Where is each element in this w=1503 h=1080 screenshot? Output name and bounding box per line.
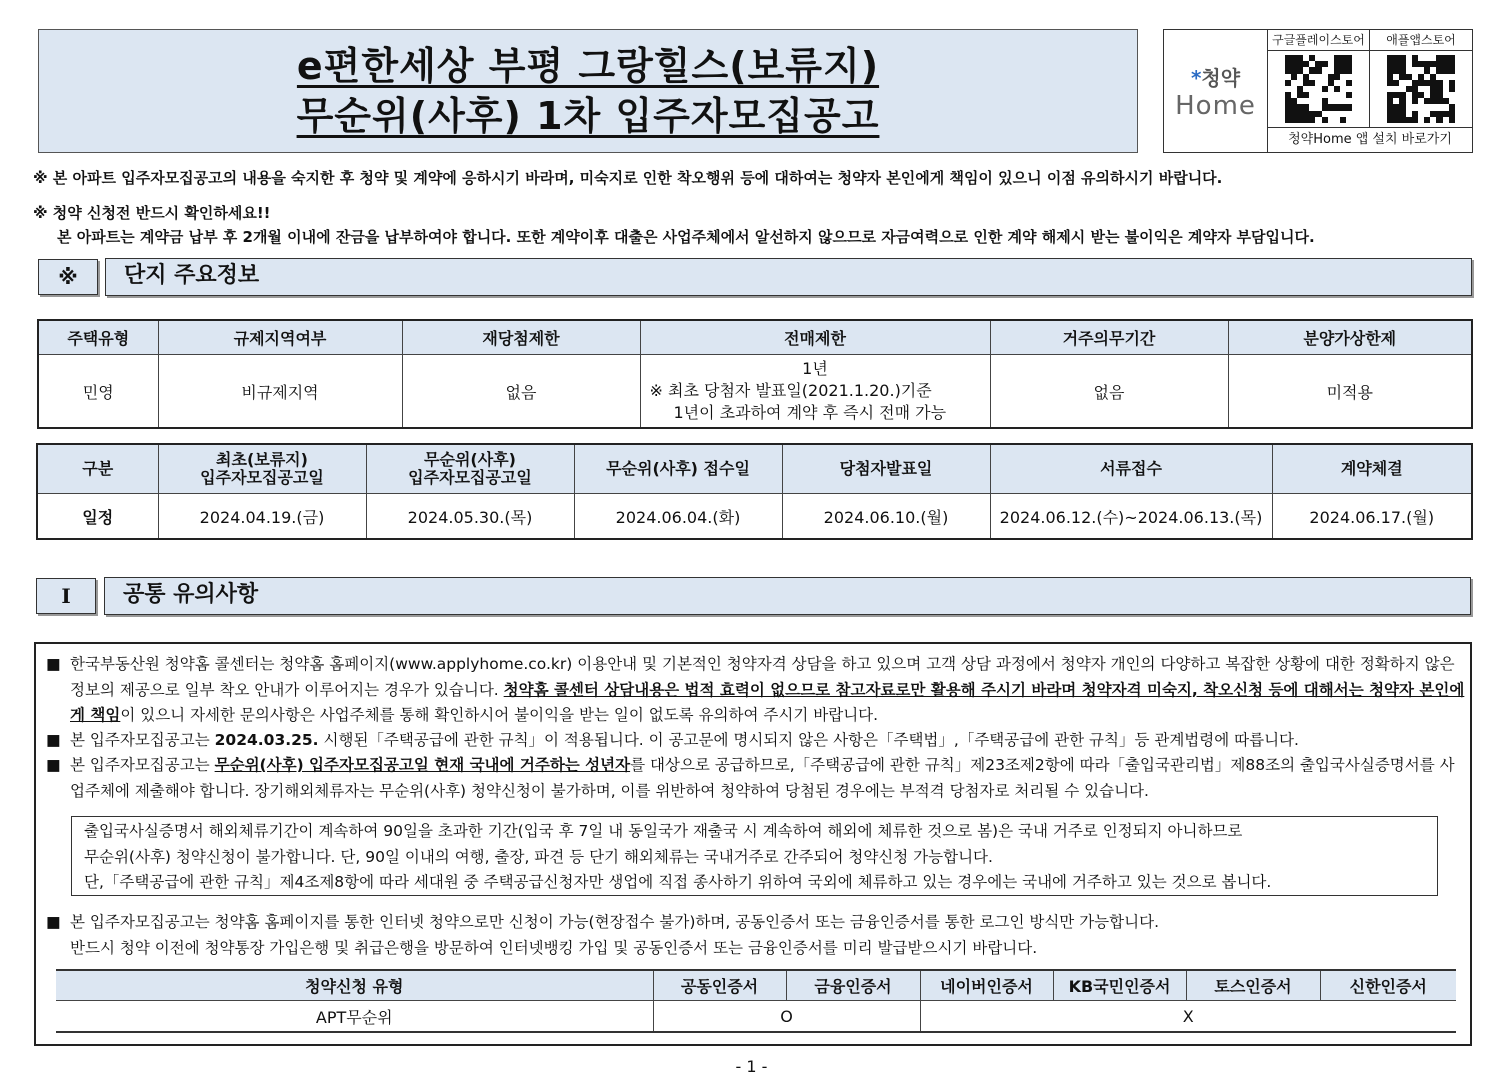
page-number: - 1 - xyxy=(735,1057,768,1076)
note-internet-only: ■ 본 입주자모집공고는 청약홈 홈페이지를 통한 인터넷 청약으로만 신청이 가능(현장접수 불가)하며, 공동인증서 또는 금융인증서를 통한 로그인 방식만 가능합니다. 반드시 청약 이전에 청약통장 가입은행 및 취급은행을 방문하여 인터넷뱅킹 가입 및 공동인증서 또는 금융인증서를 미리 발급받으시기 바랍니다. xyxy=(46,910,1466,961)
notice-title-box xyxy=(38,29,1138,153)
qr-code-icon xyxy=(1387,55,1455,123)
notice-title-line2: 무순위(사후) 1차 입주자모집공고 xyxy=(296,94,880,138)
qr-code-icon xyxy=(1285,55,1353,123)
section-title-complex-info: 단지 주요정보 xyxy=(105,258,1472,296)
notice-check-body: 본 아파트는 계약금 납부 후 2개월 이내에 잔금을 납부하여야 합니다. 또한 계약이후 대출은 사업주체에서 알선하지 않으므로 자금여력으로 인한 계약 해제시 받는 불이익은 계약자 부담입니다. xyxy=(57,228,1315,246)
certificate-table xyxy=(56,969,1456,1033)
app-store-label: 애플앱스토어 xyxy=(1370,30,1472,51)
header-joint-cert: 공동인증서 xyxy=(653,970,786,1001)
bullet-icon: ■ xyxy=(46,913,61,931)
note-rules: ■ 본 입주자모집공고는 2024.03.25. 시행된「주택공급에 관한 규칙」이 적용됩니다. 이 공고문에 명시되지 않은 사항은「주택법」,「주택공급에 관한 규칙」등 관계법령에 따릅니다. xyxy=(46,728,1466,754)
header-initial-notice: 최초(보류지) 입주자모집공고일 xyxy=(158,444,366,494)
app-install-box[interactable] xyxy=(1163,29,1473,153)
cell-resale: 1년 ※ 최초 당첨자 발표일(2021.1.20.)기준 1년이 초과하여 계약 후 즉시 전매 가능 xyxy=(640,355,990,429)
header-application-type: 청약신청 유형 xyxy=(56,970,653,1001)
star-icon: * xyxy=(1190,65,1202,90)
header-rewin: 재당첨제한 xyxy=(402,320,640,355)
common-notes-box xyxy=(34,642,1472,1046)
notice-title-line1: e편한세상 부평 그랑힐스(보류지) xyxy=(296,44,880,88)
bullet-icon: ■ xyxy=(46,731,61,749)
header-house-type: 주택유형 xyxy=(38,320,158,355)
overseas-stay-note: 출입국사실증명서 해외체류기간이 계속하여 90일을 초과한 기간(입국 후 7일 내 동일국가 재출국 시 계속하여 해외에 체류한 것으로 봄)은 국내 거주로 인정되지 아니하므로 무순위(사후) 청약신청이 불가합니다. 단, 90일 이내의 여행, 출장, 파견 등 단기 해외체류는 국내거주로 간주되어 청약신청 가능합니다. 단,「주택공급에 관한 규칙」제4조제8항에 따라 세대원 중 주택공급신청자만 생업에 직접 종사하기 위하여 국외에 체류하고 있는 경우에는 국내에 거주하고 있는 것으로 봅니다. xyxy=(71,816,1438,896)
header-category: 구분 xyxy=(37,444,158,494)
note-residency: ■ 본 입주자모집공고는 무순위(사후) 입주자모집공고일 현재 국내에 거주하는 성년자를 대상으로 공급하므로,「주택공급에 관한 규칙」제23조제2항에 따라「출입국관리법」제88조의 출입국사실증명서를 사업주체에 제출해야 합니다. 장기해외체류자는 무순위(사후) 청약신청이 불가하며, 이를 위반하여 청약하여 당첨된 경우에는 부적격 당첨자로 처리될 수 있습니다. xyxy=(46,753,1466,804)
app-store-qr[interactable] xyxy=(1370,30,1472,127)
section-mark: ※ xyxy=(38,259,98,295)
cell-rewin: 없음 xyxy=(402,355,640,429)
header-naver-cert: 네이버인증서 xyxy=(920,970,1053,1001)
header-financial-cert: 금융인증서 xyxy=(786,970,920,1001)
cell-unsupported: X xyxy=(920,1001,1456,1033)
header-random-notice: 무순위(사후) 입주자모집공고일 xyxy=(366,444,574,494)
cell-residence: 없음 xyxy=(990,355,1228,429)
complex-info-table xyxy=(37,319,1473,429)
cell-random-notice-date: 2024.05.30.(목) xyxy=(366,494,574,540)
google-play-label: 구글플레이스토어 xyxy=(1268,30,1369,51)
cell-schedule-label: 일정 xyxy=(37,494,158,540)
schedule-table xyxy=(36,443,1473,540)
cell-price-cap: 미적용 xyxy=(1228,355,1472,429)
header-kb-cert: KB국민인증서 xyxy=(1053,970,1186,1001)
header-price-cap: 분양가상한제 xyxy=(1228,320,1472,355)
cell-winner-date: 2024.06.10.(월) xyxy=(782,494,990,540)
logo-home-text: Home xyxy=(1175,90,1256,121)
cell-contract-date: 2024.06.17.(월) xyxy=(1272,494,1472,540)
header-documents: 서류접수 xyxy=(990,444,1272,494)
notice-responsibility: ※ 본 아파트 입주자모집공고의 내용을 숙지한 후 청약 및 계약에 응하시기 바라며, 미숙지로 인한 착오행위 등에 대하여는 청약자 본인에게 책임이 있으니 이점 유의하시기 바랍니다. xyxy=(33,169,1223,187)
header-winner-date: 당첨자발표일 xyxy=(782,444,990,494)
cell-regulation: 비규제지역 xyxy=(158,355,402,429)
notice-check-title: ※ 청약 신청전 반드시 확인하세요!! xyxy=(33,204,271,222)
bullet-icon: ■ xyxy=(46,655,61,673)
cell-documents-date: 2024.06.12.(수)~2024.06.13.(목) xyxy=(990,494,1272,540)
section-title-common-notes: 공통 유의사항 xyxy=(104,577,1471,615)
header-resale: 전매제한 xyxy=(640,320,990,355)
header-regulation: 규제지역여부 xyxy=(158,320,402,355)
cell-initial-notice-date: 2024.04.19.(금) xyxy=(158,494,366,540)
cell-supported: O xyxy=(653,1001,920,1033)
google-play-qr[interactable] xyxy=(1268,30,1370,127)
cell-application-date: 2024.06.04.(화) xyxy=(574,494,782,540)
cell-application-type: APT무순위 xyxy=(56,1001,653,1033)
header-contract: 계약체결 xyxy=(1272,444,1472,494)
header-shinhan-cert: 신한인증서 xyxy=(1320,970,1456,1001)
note-callcenter: ■ 한국부동산원 청약홈 콜센터는 청약홈 홈페이지(www.applyhome.co.kr) 이용안내 및 기본적인 청약자격 상담을 하고 있으며 고객 상담 과정에서 청약자 개인의 다양하고 복잡한 상황에 대한 정확하지 않은 정보의 제공으로 일부 착오 안내가 이루어지는 경우가 있습니다. 청약홈 콜센터 상담내용은 법적 효력이 없으므로 참고자료로만 활용해 주시기 바라며 청약자격 미숙지, 착오신청 등에 대해서는 청약자 본인에게 책임이 있으니 자세한 문의사항은 사업주체를 통해 확인하시어 불이익을 받는 일이 없도록 유의하여 주시기 바랍니다. xyxy=(46,652,1466,729)
header-residence: 거주의무기간 xyxy=(990,320,1228,355)
applyhome-logo: *청약 Home xyxy=(1164,30,1268,152)
app-install-link[interactable]: 청약Home 앱 설치 바로가기 xyxy=(1268,127,1472,153)
header-toss-cert: 토스인증서 xyxy=(1186,970,1320,1001)
header-application-date: 무순위(사후) 접수일 xyxy=(574,444,782,494)
section-mark: I xyxy=(36,578,96,614)
bullet-icon: ■ xyxy=(46,756,61,774)
cell-house-type: 민영 xyxy=(38,355,158,429)
